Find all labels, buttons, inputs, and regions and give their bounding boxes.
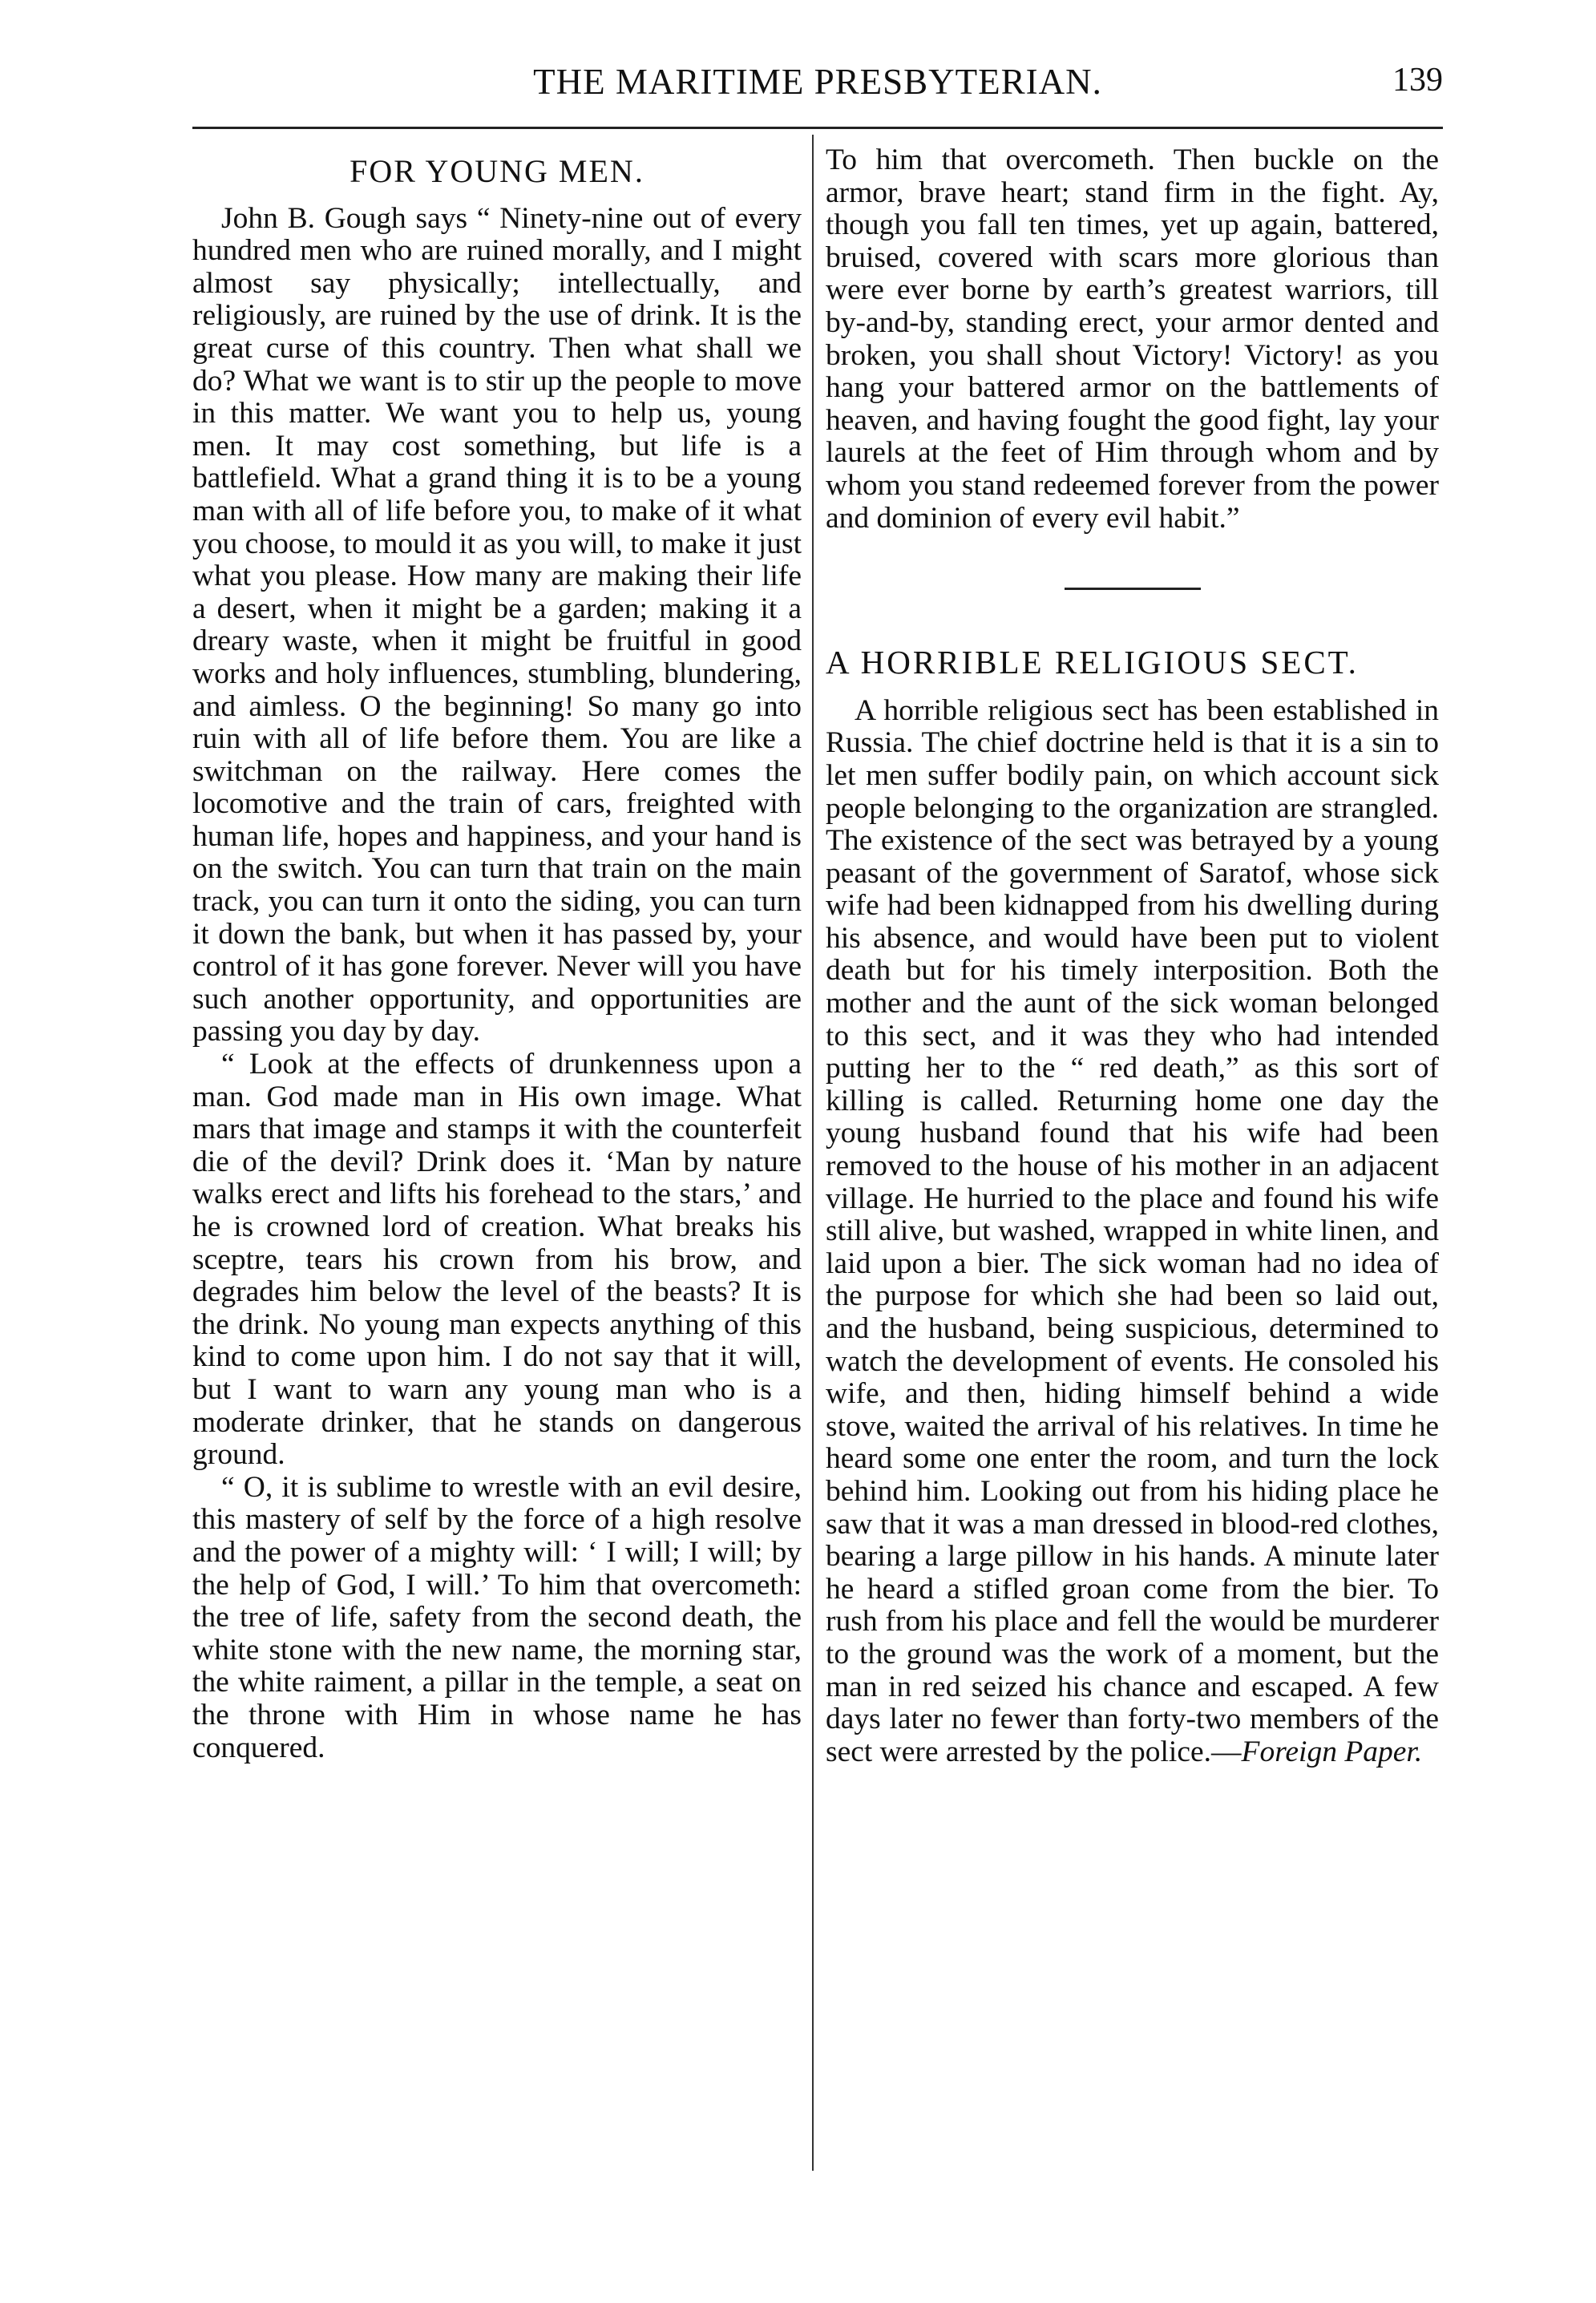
article-body-text: A horrible religious sect has been established in Russia. The chief doctrine held is that it is a sin to let men suffer bodily pain, on which account sick people belonging to the organization are strangled. The existence of the sect was betrayed by a young peasant of the government of Saratof, whose sick wife had been kidnapped from his dwelling during his absence, and would have been put to violent death but for his timely interposition. Both the mother and the aunt of the sick woman belonged to this sect, and it was they who had intended putting her to the “ red death,” as this sort of killing is called. Returning home one day the young husband found that his wife had been removed to the house of his mother in an adjacent village. He hurried to the place and found his wife still alive, but washed, wrapped in white linen, and laid upon a bier. The sick woman had no idea of the purpose for which she had been so laid out, and the husband, being suspicious, determined to watch the development of events. He consoled his wife, and then, hiding himself behind a wide stove, waited the arrival of his relatives. In time he heard some one enter the room, and turn the lock behind him. Looking out from his hiding place he saw that it was a man dressed in blood-red clothes, bearing a large pillow in his hands. A minute later he heard a stifled groan come from the bier. To rush from his place and fell the would be murderer to the ground was the work of a moment, but the man in red seized his chance and escaped. A few days later no fewer than forty-two members of the sect were arrested by the police.—	[826, 693, 1439, 1768]
article-paragraph: “ Look at the effects of drunkenness upon a man. God made man in His own image. What mars that image and stamps it with the counterfeit die of the devil? Drink does it. ‘Man by nature walks erect and lifts his forehead to the stars,’ and he is crowned lord of creation. What breaks his sceptre, tears his crown from his brow, and degrades him below the level of the beasts? It is the drink. No young man expects anything of this kind to come upon him. I do not say that it will, but I want to warn any young man who is a moderate drinker, that he stands on dangerous ground.	[192, 1048, 802, 1472]
article-paragraph	[826, 695, 1439, 1769]
header-rule	[192, 127, 1443, 129]
right-column	[826, 144, 1439, 1768]
article-heading-young-men: FOR YOUNG MEN.	[350, 153, 644, 189]
article-paragraph: John B. Gough says “ Ninety-nine out of every hundred men who are ruined morally, and I might almost say physically; intellectually, and religiously, are ruined by the use of drink. It is the great curse of this country. Then what shall we do? What we want is to stir up the people to move in this matter. We want you to help us, young men. It may cost something, but life is a battlefield. What a grand thing it is to be a young man with all of life before you, to make of it what you choose, to mould it as you will, to make it just what you please. How many are making their life a desert, when it might be a garden; making it a dreary waste, when it might be fruitful in good works and holy influences, stumbling, blundering, and aimless. O the beginning! So many go into ruin with all of life before them. You are like a switchman on the railway. Here comes the locomotive and the train of cars, freighted with human life, hopes and happiness, and your hand is on the switch. You can turn that train on the main track, you can turn it onto the siding, you can turn it down the bank, but when it has passed by, your control of it has gone forever. Never will you have such another opportunity, and opportunities are passing you day by day.	[192, 201, 802, 1048]
page-header	[192, 56, 1443, 112]
column-divider	[812, 135, 814, 2171]
publication-title: THE MARITIME PRESBYTERIAN.	[533, 62, 1102, 102]
article-heading-religious-sect: A HORRIBLE RELIGIOUS SECT.	[826, 644, 1359, 681]
article-separator	[1065, 588, 1201, 590]
left-column	[192, 144, 802, 1764]
article-paragraph: “ O, it is sublime to wrestle with an evil desire, this mastery of self by the force of a high resolve and the power of a mighty will: ‘ I will; I will; by the help of God, I will.’ To him that overcometh: the tree of life, safety from the second death, the white stone with the new name, the morning star, the white raiment, a pillar in the temple, a seat on the throne with Him in whose name he has conquered.	[192, 1470, 802, 1764]
article-source: Foreign Paper.	[1241, 1735, 1423, 1768]
page-number: 139	[1392, 62, 1443, 99]
continued-paragraph: To him that overcometh. Then buckle on the armor, brave heart; stand firm in the fight. Ay, though you fall ten times, yet up again, battered, bruised, covered with scars more glorious than were ever borne by earth’s greatest warriors, till by-and-by, standing erect, your armor dented and broken, you shall shout Victory! Victory! as you hang your battered armor on the battlements of heaven, and having fought the good fight, lay your laurels at the feet of Him through whom and by whom you stand redeemed forever from the power and dominion of every evil habit.”	[826, 143, 1439, 535]
